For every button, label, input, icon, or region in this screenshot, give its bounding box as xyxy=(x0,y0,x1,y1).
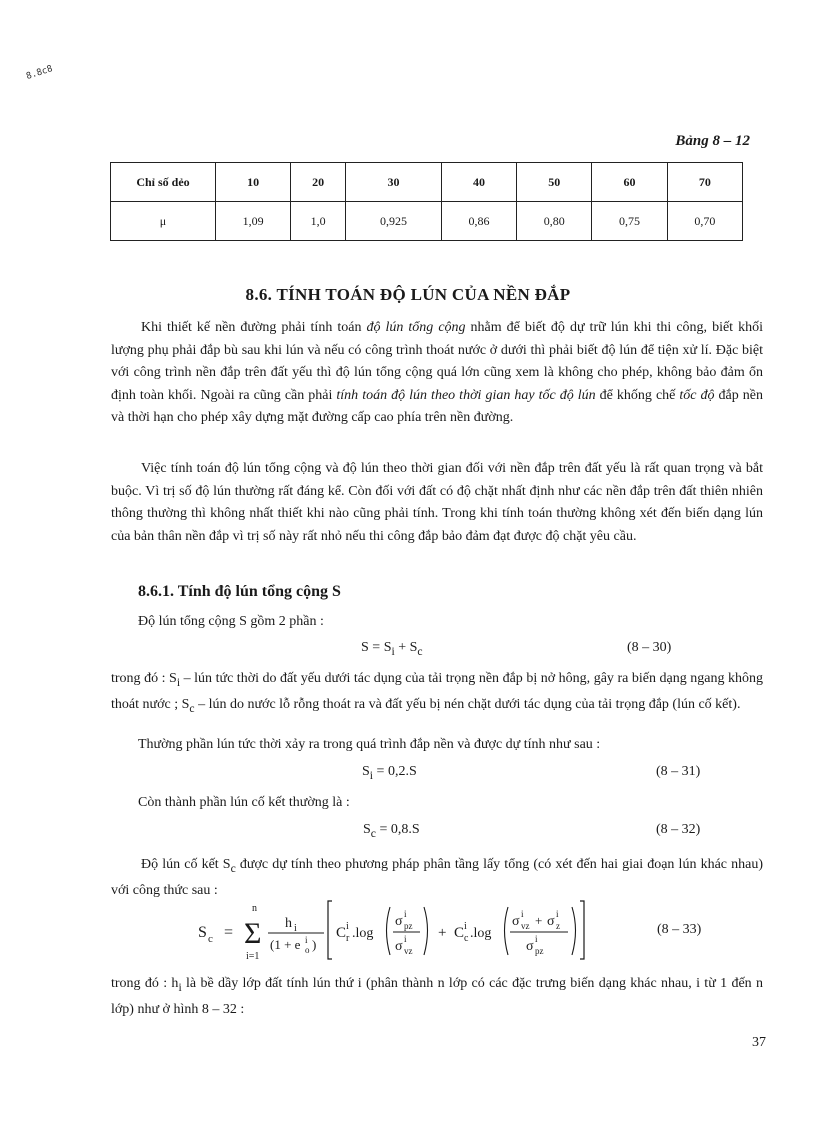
sigma: σ xyxy=(395,939,403,954)
subsection-title: 8.6.1. Tính độ lún tổng cộng S xyxy=(138,583,341,600)
formula-plus: + xyxy=(535,913,543,928)
sigma-sup: i xyxy=(404,934,407,944)
plasticity-table xyxy=(110,162,743,241)
bracket-left xyxy=(328,901,332,959)
sigma-sub: vz xyxy=(404,946,413,956)
page-number: 37 xyxy=(752,1035,766,1050)
line-total-settlement: Độ lún tổng cộng S gồm 2 phần : xyxy=(138,614,324,629)
paragraph-where-1: trong đó : $S_i$ – lún tức thời do đất yếu dưới tác dụng của tải trọng nền đắp bị nở hông, gây ra biến dạng ngang không thoát nước ; $S_c$ – lún do nước lỗ rỗng thoát ra và đất yếu bị nén chặt dưới tác dụng của tải trọng đắp (lún cố kết). xyxy=(111,671,764,716)
frac-h-sub: i xyxy=(294,923,297,934)
formula-cr-sup: i xyxy=(346,921,349,932)
equation-number: (8 – 30) xyxy=(627,640,672,655)
text-run: để khống chế xyxy=(595,387,680,403)
sigma: σ xyxy=(547,914,555,929)
paren-right xyxy=(424,907,428,955)
sigma-sup: i xyxy=(521,909,524,919)
sigma-sup: i xyxy=(404,909,407,919)
formula-log: .log xyxy=(352,926,374,941)
sigma-sup: i xyxy=(535,934,538,944)
table-cell: 1,09 xyxy=(216,202,291,241)
sigma-sup: i xyxy=(556,909,559,919)
italic-run: tính toán độ lún theo thời gian hay tốc độ lún xyxy=(336,387,596,403)
paragraph-intro xyxy=(111,317,763,430)
sum-icon: Σ xyxy=(244,917,262,950)
equation-8-32 xyxy=(0,822,816,844)
table-header-row xyxy=(111,163,743,202)
table-header-cell: 50 xyxy=(517,163,592,202)
paren-left xyxy=(387,907,391,955)
equation-body: $S_c = 0,8.S$ xyxy=(363,822,420,840)
frac-den-sup: i xyxy=(305,935,308,945)
paren-right xyxy=(572,907,576,955)
text-run: Khi thiết kế nền đường phải tính toán xyxy=(141,320,367,335)
table-label: Bảng 8 – 12 xyxy=(675,133,750,149)
equation-8-33 xyxy=(190,893,730,965)
table-header-cell: 20 xyxy=(291,163,346,202)
formula-lhs: S xyxy=(198,924,207,941)
frac-den-sub: o xyxy=(305,945,310,955)
sigma: σ xyxy=(395,914,403,929)
sigma-sub: pz xyxy=(404,921,413,931)
table-header-cell: 30 xyxy=(346,163,442,202)
sigma-sub: z xyxy=(556,921,560,931)
sigma: σ xyxy=(512,914,520,929)
sigma: σ xyxy=(526,939,534,954)
italic-run: độ lún tổng cộng xyxy=(366,320,466,335)
bracket-right xyxy=(580,901,584,959)
table-cell: 1,0 xyxy=(291,202,346,241)
text-run: đắp nền và thời hạn cho phép xây dựng mặt đường cấp cao phía trên nền đường. xyxy=(111,387,764,425)
sigma-sub: vz xyxy=(521,921,530,931)
frac-h: h xyxy=(285,916,292,931)
equation-number: (8 – 33) xyxy=(657,922,702,937)
equation-number: (8 – 31) xyxy=(656,764,701,779)
section-title: 8.6. TÍNH TOÁN ĐỘ LÚN CỦA NỀN ĐẮP xyxy=(245,285,571,304)
formula-equals: = xyxy=(224,924,234,941)
frac-den-close: ) xyxy=(312,937,317,952)
formula-cc-sup: i xyxy=(464,921,467,932)
formula-log: .log xyxy=(470,926,492,941)
equation-body: $S = S_i + S_c$ xyxy=(361,640,423,658)
table-header-label: Chỉ số dẻo xyxy=(111,163,216,202)
equation-8-31 xyxy=(0,764,816,786)
equation-8-30 xyxy=(0,640,816,662)
sum-top: n xyxy=(252,903,257,914)
text-run: nhằm để biết độ dự trữ lún khi thi công, biết khối lượng phụ phải đắp bù sau khi lún và nếu có công trình thoát nước ở dưới thì phải biết độ lún để tiện xử lí. Đặc biệt với công trình nền đắp trên đất yếu thì độ lún tổng cộng quá lớn cũng xem là không cho phép, không bảo đảm ổn định toàn khối. Ngoài ra cũng cần phải xyxy=(111,320,763,403)
formula-cr-sub: r xyxy=(346,933,350,944)
paragraph-sc: Độ lún cố kết $S_c$ được dự tính theo phương pháp phân tầng lấy tổng (có xét đến hai giai đoạn lún khác nhau) với công thức sau : xyxy=(111,857,763,899)
table-cell: 0,70 xyxy=(667,202,742,241)
table-cell: 0,86 xyxy=(441,202,516,241)
table-cell: 0,80 xyxy=(517,202,592,241)
sum-bottom: i=1 xyxy=(246,951,260,962)
paragraph-where-2: trong đó : $h_i$ là bề dầy lớp đất tính lún thứ i (phân thành n lớp có các đặc trưng biến dạng khác nhau, i từ 1 đến n lớp) như ở hình 8 – 32 : xyxy=(111,976,763,1018)
table-header-cell: 10 xyxy=(216,163,291,202)
paragraph-importance: Việc tính toán độ lún tổng cộng và độ lún theo thời gian đối với nền đắp trên đất yếu là rất quan trọng và bắt buộc. Vì trị số độ lún thường rất đáng kể. Còn đối với đất có độ chặt nhất định như các nền đắp trên đất thiên nhiên thông thường thì không nhất thiết khi nào cũng phải tính. Trong khi tính toán thường không xét đến biến dạng lún của bản thân nền đắp vì trị số này rất nhỏ nếu thi công đắp bảo đảm đạt được độ chặt yêu cầu. xyxy=(111,461,763,544)
formula-cc-sub: c xyxy=(464,933,469,944)
formula-cc: C xyxy=(454,925,465,941)
frac-den: (1 + e xyxy=(270,937,301,952)
formula-cr: C xyxy=(336,925,347,941)
table-header-cell: 40 xyxy=(441,163,516,202)
sigma-sub: pz xyxy=(535,946,544,956)
table-row-label: μ xyxy=(111,202,216,241)
line-consolidation: Còn thành phần lún cố kết thường là : xyxy=(138,795,350,810)
equation-number: (8 – 32) xyxy=(656,822,701,837)
table-cell: 0,75 xyxy=(592,202,667,241)
scan-mark: 8.8c8 xyxy=(25,64,54,82)
line-instant: Thường phần lún tức thời xảy ra trong quá trình đắp nền và được dự tính như sau : xyxy=(138,737,601,752)
paren-left xyxy=(505,907,509,955)
table-cell: 0,925 xyxy=(346,202,442,241)
formula-plus: + xyxy=(438,925,447,941)
table-header-cell: 70 xyxy=(667,163,742,202)
table-header-cell: 60 xyxy=(592,163,667,202)
formula-lhs-sub: c xyxy=(208,933,213,945)
table-row xyxy=(111,202,743,241)
equation-body: $S_i = 0,2.S$ xyxy=(362,764,417,782)
italic-run: tốc độ xyxy=(679,387,715,403)
